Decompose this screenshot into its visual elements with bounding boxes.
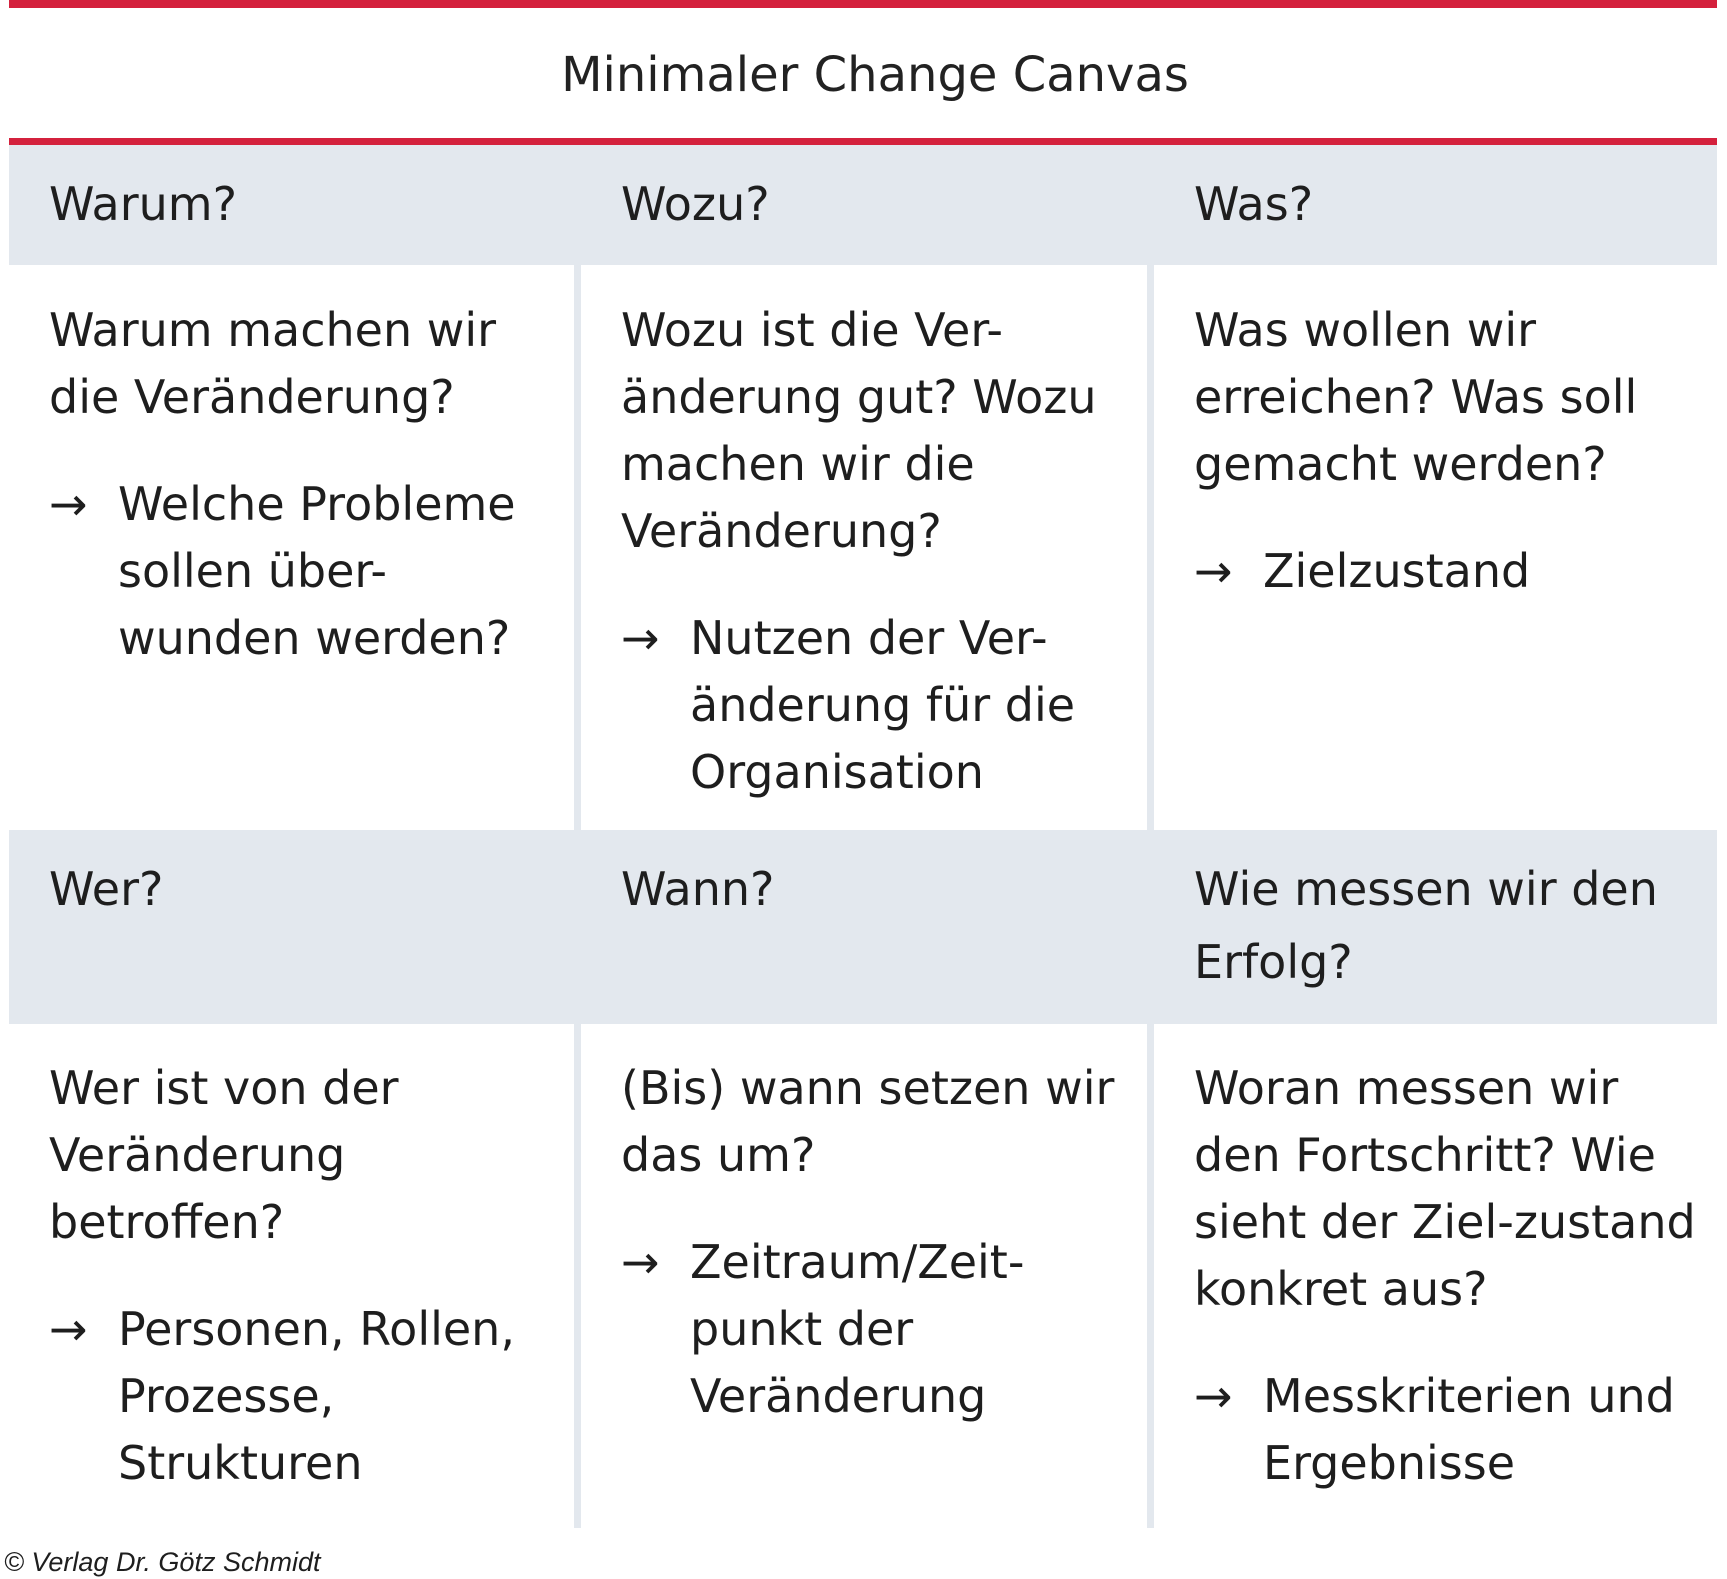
- cell-question: Warum machen wir die Veränderung?: [49, 303, 497, 424]
- cell-answer: [1194, 1363, 1705, 1497]
- arrow-icon: →: [1194, 1369, 1233, 1423]
- heading-text: Wann?: [621, 862, 775, 916]
- arrow-icon: →: [49, 1302, 88, 1356]
- top-red-rule: [9, 0, 1717, 8]
- cell-wozu: [581, 297, 1147, 806]
- cell-question: Woran messen wir den Fortschritt? Wie sieht der Ziel-zustand konkret aus?: [1194, 1061, 1696, 1316]
- column-divider-2: [1147, 145, 1154, 1528]
- heading-erfolg: [1154, 830, 1717, 1024]
- cell-question: Wer ist von der Veränderung betroffen?: [49, 1061, 399, 1249]
- canvas-grid: [9, 145, 1717, 1528]
- cell-answer: [49, 1296, 562, 1497]
- answer-text: Nutzen der Ver-änderung für die Organisation: [690, 611, 1076, 799]
- cell-wer: [9, 1055, 574, 1497]
- cell-wann: [581, 1055, 1147, 1430]
- canvas-title: Minimaler Change Canvas: [561, 47, 1189, 103]
- cell-answer: [621, 605, 1135, 806]
- heading-warum: [9, 145, 574, 265]
- arrow-icon: →: [1194, 544, 1233, 598]
- answer-text: Zielzustand: [1263, 544, 1531, 598]
- title-red-rule: [9, 138, 1717, 145]
- copyright-notice: © Verlag Dr. Götz Schmidt: [4, 1547, 321, 1577]
- cell-answer: [621, 1229, 1135, 1430]
- cell-messen: [1154, 1055, 1717, 1497]
- cell-question: Wozu ist die Ver-änderung gut? Wozu machen wir die Veränderung?: [621, 303, 1097, 558]
- arrow-icon: →: [621, 611, 660, 665]
- heading-text: Was?: [1194, 177, 1314, 231]
- cell-question: Was wollen wir erreichen? Was soll gemacht werden?: [1194, 303, 1638, 491]
- answer-text: Welche Probleme sollen über-wunden werden?: [118, 477, 516, 665]
- answer-text: Personen, Rollen, Prozesse, Strukturen: [118, 1302, 515, 1490]
- cell-warum: [9, 297, 574, 672]
- arrow-icon: →: [621, 1235, 660, 1289]
- heading-was: [1154, 145, 1717, 265]
- answer-text: Messkriterien und Ergebnisse: [1263, 1369, 1675, 1490]
- heading-text: Warum?: [49, 177, 238, 231]
- cell-answer: [1194, 538, 1705, 605]
- column-divider-1: [574, 145, 581, 1528]
- cell-answer: [49, 471, 562, 672]
- answer-text: Zeitraum/Zeit-punkt der Veränderung: [690, 1235, 1025, 1423]
- cell-was: [1154, 297, 1717, 605]
- heading-wozu: [581, 145, 1147, 265]
- heading-text: Wozu?: [621, 177, 770, 231]
- heading-wer: [9, 830, 574, 1024]
- heading-text: Wer?: [49, 862, 164, 916]
- cell-question: (Bis) wann setzen wir das um?: [621, 1061, 1115, 1182]
- heading-wann: [581, 830, 1147, 1024]
- heading-text: Wie messen wir den Erfolg?: [1194, 862, 1658, 989]
- arrow-icon: →: [49, 477, 88, 531]
